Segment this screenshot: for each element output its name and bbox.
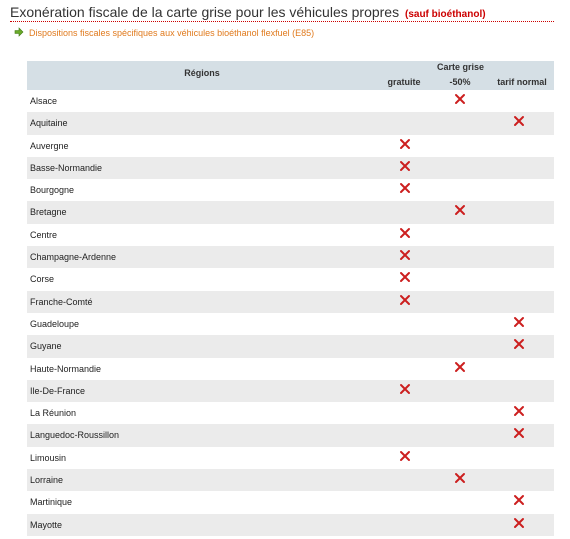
regions-table — [27, 61, 554, 536]
table-row — [27, 335, 554, 357]
region-name: Languedoc-Roussillon — [30, 430, 120, 441]
regions-column-header: Régions — [184, 68, 220, 78]
cross-mark-icon — [399, 249, 411, 261]
region-name: Corse — [30, 274, 55, 285]
region-name: Alsace — [30, 96, 58, 106]
table-row — [27, 514, 554, 536]
table-row — [27, 135, 554, 157]
table-row — [27, 179, 554, 201]
page-header — [10, 3, 554, 27]
green-arrow-icon — [14, 27, 24, 37]
cross-mark-icon — [399, 227, 411, 239]
region-name: Basse-Normandie — [30, 162, 103, 173]
fifty-percent-column-header: -50% — [449, 77, 471, 87]
title-note: (sauf bioéthanol) — [405, 9, 486, 20]
title-underline — [10, 21, 554, 22]
table-row — [27, 112, 554, 134]
region-name: Guadeloupe — [30, 318, 80, 329]
table-row — [27, 90, 554, 112]
bioethanol-dispositions-link[interactable] — [14, 27, 314, 39]
cross-mark-icon — [454, 93, 466, 105]
carte-grise-header: Carte grise — [437, 62, 485, 72]
region-name: Auvergne — [30, 140, 69, 151]
region-name: Bourgogne — [30, 185, 75, 196]
cross-mark-icon — [399, 271, 411, 283]
cross-mark-icon — [513, 427, 525, 439]
cross-mark-icon — [513, 494, 525, 506]
table-row — [27, 201, 554, 223]
region-name: Mayotte — [30, 519, 63, 530]
region-name: Haute-Normandie — [30, 363, 102, 374]
region-name: Centre — [30, 229, 58, 240]
region-name: Ile-De-France — [30, 385, 86, 396]
table-row — [27, 224, 554, 246]
cross-mark-icon — [513, 338, 525, 350]
table-row — [27, 469, 554, 491]
region-name: Limousin — [30, 452, 67, 463]
cross-mark-icon — [399, 294, 411, 306]
table-row — [27, 157, 554, 179]
table-row — [27, 313, 554, 335]
cross-mark-icon — [513, 316, 525, 328]
table-row — [27, 424, 554, 446]
region-name: Guyane — [30, 341, 62, 352]
table-header — [27, 61, 554, 90]
cross-mark-icon — [399, 160, 411, 172]
table-row — [27, 402, 554, 424]
table-row — [27, 491, 554, 513]
table-row — [27, 246, 554, 268]
region-name: Lorraine — [30, 475, 64, 486]
cross-mark-icon — [454, 204, 466, 216]
table-body — [27, 90, 554, 536]
cross-mark-icon — [399, 450, 411, 462]
region-name: Martinique — [30, 497, 73, 508]
cross-mark-icon — [399, 182, 411, 194]
table-row — [27, 268, 554, 290]
region-name: La Réunion — [30, 408, 77, 419]
tarif-normal-column-header: tarif normal — [497, 77, 547, 87]
cross-mark-icon — [454, 472, 466, 484]
cross-mark-icon — [399, 138, 411, 150]
cross-mark-icon — [454, 361, 466, 373]
cross-mark-icon — [513, 517, 525, 529]
bioethanol-dispositions-link-text: Dispositions fiscales spécifiques aux véhicules bioéthanol flexfuel (E85) — [29, 28, 315, 38]
cross-mark-icon — [399, 383, 411, 395]
gratuite-column-header: gratuite — [387, 77, 421, 87]
table-row — [27, 447, 554, 469]
cross-mark-icon — [513, 405, 525, 417]
region-name: Aquitaine — [30, 118, 68, 129]
table-row — [27, 291, 554, 313]
table-row — [27, 380, 554, 402]
region-name: Bretagne — [30, 207, 67, 218]
region-name: Franche-Comté — [30, 296, 93, 307]
region-name: Champagne-Ardenne — [30, 252, 117, 263]
page-title-text: Exonération fiscale de la carte grise pour les véhicules propres — [10, 4, 400, 20]
cross-mark-icon — [513, 115, 525, 127]
table-row — [27, 358, 554, 380]
